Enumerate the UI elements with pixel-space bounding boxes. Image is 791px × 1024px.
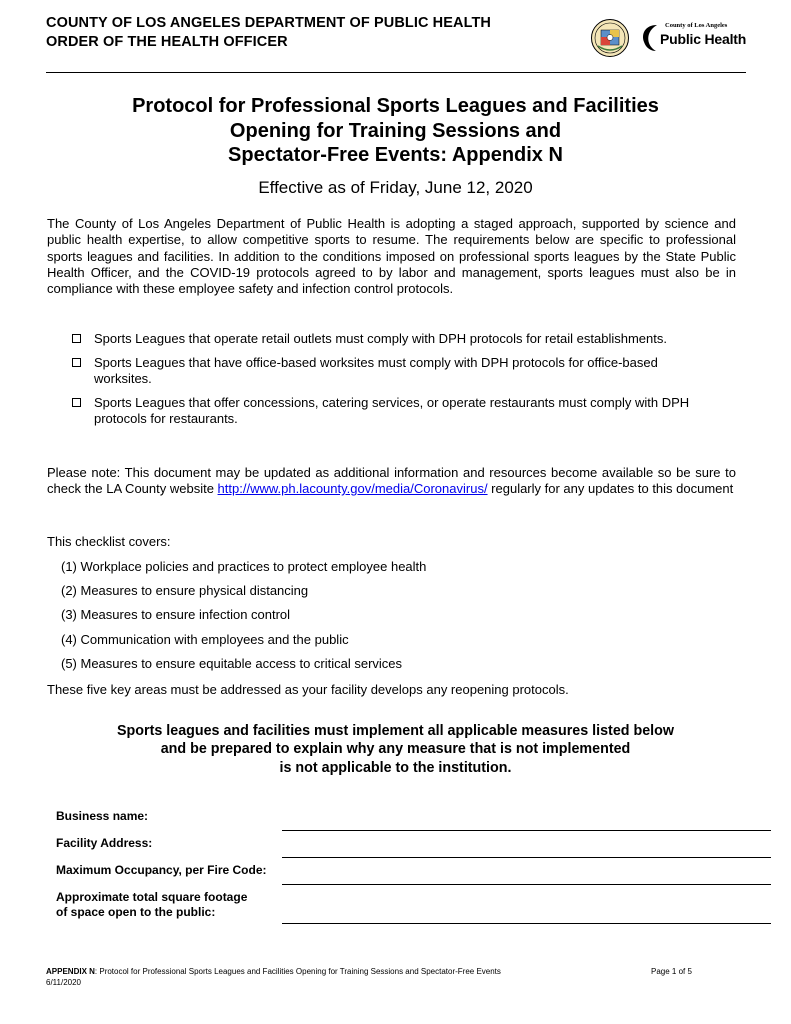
callout-line-1: Sports leagues and facilities must implement all applicable measures listed below [117,723,674,739]
logo-county-text: County of Los Angeles [665,22,728,29]
page-footer [46,966,706,988]
logo-public-health-text: Public Health [660,31,747,47]
square-footage-label-line-1: Approximate total square footage [56,890,248,904]
page-number: Page 1 of 5 [651,967,692,976]
facility-address-field[interactable] [282,857,771,858]
header-divider [46,72,746,73]
square-footage-label [56,890,247,919]
covers-list [61,559,426,680]
note-text-end: regularly for any updates to this document [487,481,734,497]
covers-summary: These five key areas must be addressed as your facility develops any reopening protocols. [47,682,569,697]
checkbox-icon[interactable] [72,334,81,343]
checklist-item [69,355,709,388]
header-department: COUNTY OF LOS ANGELES DEPARTMENT OF PUBLIC HEALTH [46,15,492,31]
coronavirus-website-link[interactable]: http://www.ph.lacounty.gov/media/Coronavirus/ [217,481,488,497]
max-occupancy-field[interactable] [282,884,771,885]
callout-line-2: and be prepared to explain why any measure that is not implemented [160,741,631,758]
document-title [40,94,751,168]
checklist-item [69,331,709,347]
list-item: (5) Measures to ensure equitable access to critical services [61,655,403,671]
footer-text: : Protocol for Professional Sports Leagues and Facilities Opening for Training Sessions and Spectator-Free Events [94,967,501,976]
public-health-logo [637,20,747,56]
business-name-field[interactable] [282,830,771,831]
footer-date: 6/11/2020 [46,978,81,987]
checklist-item-text: Sports Leagues that have office-based worksites must comply with DPH protocols for office-based worksites. [94,354,658,387]
footer-appendix: APPENDIX N [46,967,95,976]
note-text: Please note: This document may be updated as additional information and resources become available so be sure to check the LA County website [47,465,736,497]
title-line-3: Spectator-Free Events: Appendix N [228,144,563,166]
intro-paragraph: The County of Los Angeles Department of Public Health is adopting a staged approach, supported by science and public health expertise, to allow competitive sports to resume. The requirements below are specific to professional sports leagues and facilities. In addition to the conditions imposed on professional sports leagues by the State Public Health Officer, and the COVID-19 protocols agreed to by labor and management, sports leagues must also be in compliance with these employee safety and infection control protocols. [47,216,736,297]
square-footage-label-line-2: of space open to the public: [56,904,216,919]
covers-label: This checklist covers: [47,534,171,549]
square-footage-field[interactable] [282,923,771,924]
list-item: (3) Measures to ensure infection control [61,607,291,623]
public-health-mark-icon [639,22,661,54]
checkbox-icon[interactable] [72,358,81,367]
requirements-checklist [69,331,709,435]
requirements-callout [40,722,751,777]
title-line-1: Protocol for Professional Sports Leagues and Facilities [132,95,659,117]
checklist-item-text: Sports Leagues that operate retail outlets must comply with DPH protocols for retail establishments. [94,331,667,346]
title-line-2: Opening for Training Sessions and [229,119,562,142]
effective-date: Effective as of Friday, June 12, 2020 [258,178,533,197]
checklist-item [69,395,709,428]
county-seal-icon [590,18,630,58]
checkbox-icon[interactable] [72,398,81,407]
max-occupancy-label: Maximum Occupancy, per Fire Code: [56,863,267,877]
callout-line-3: is not applicable to the institution. [279,759,512,776]
facility-address-label: Facility Address: [56,836,153,850]
list-item: (2) Measures to ensure physical distancing [61,583,309,599]
list-item: (1) Workplace policies and practices to protect employee health [61,559,427,574]
note-paragraph [47,465,736,498]
business-name-label: Business name: [56,809,149,823]
list-item: (4) Communication with employees and the public [61,631,349,647]
footer-title [46,966,706,977]
header-order: ORDER OF THE HEALTH OFFICER [46,34,288,50]
checklist-item-text: Sports Leagues that offer concessions, catering services, or operate restaurants must comply with DPH protocols for restaurants. [94,394,690,427]
